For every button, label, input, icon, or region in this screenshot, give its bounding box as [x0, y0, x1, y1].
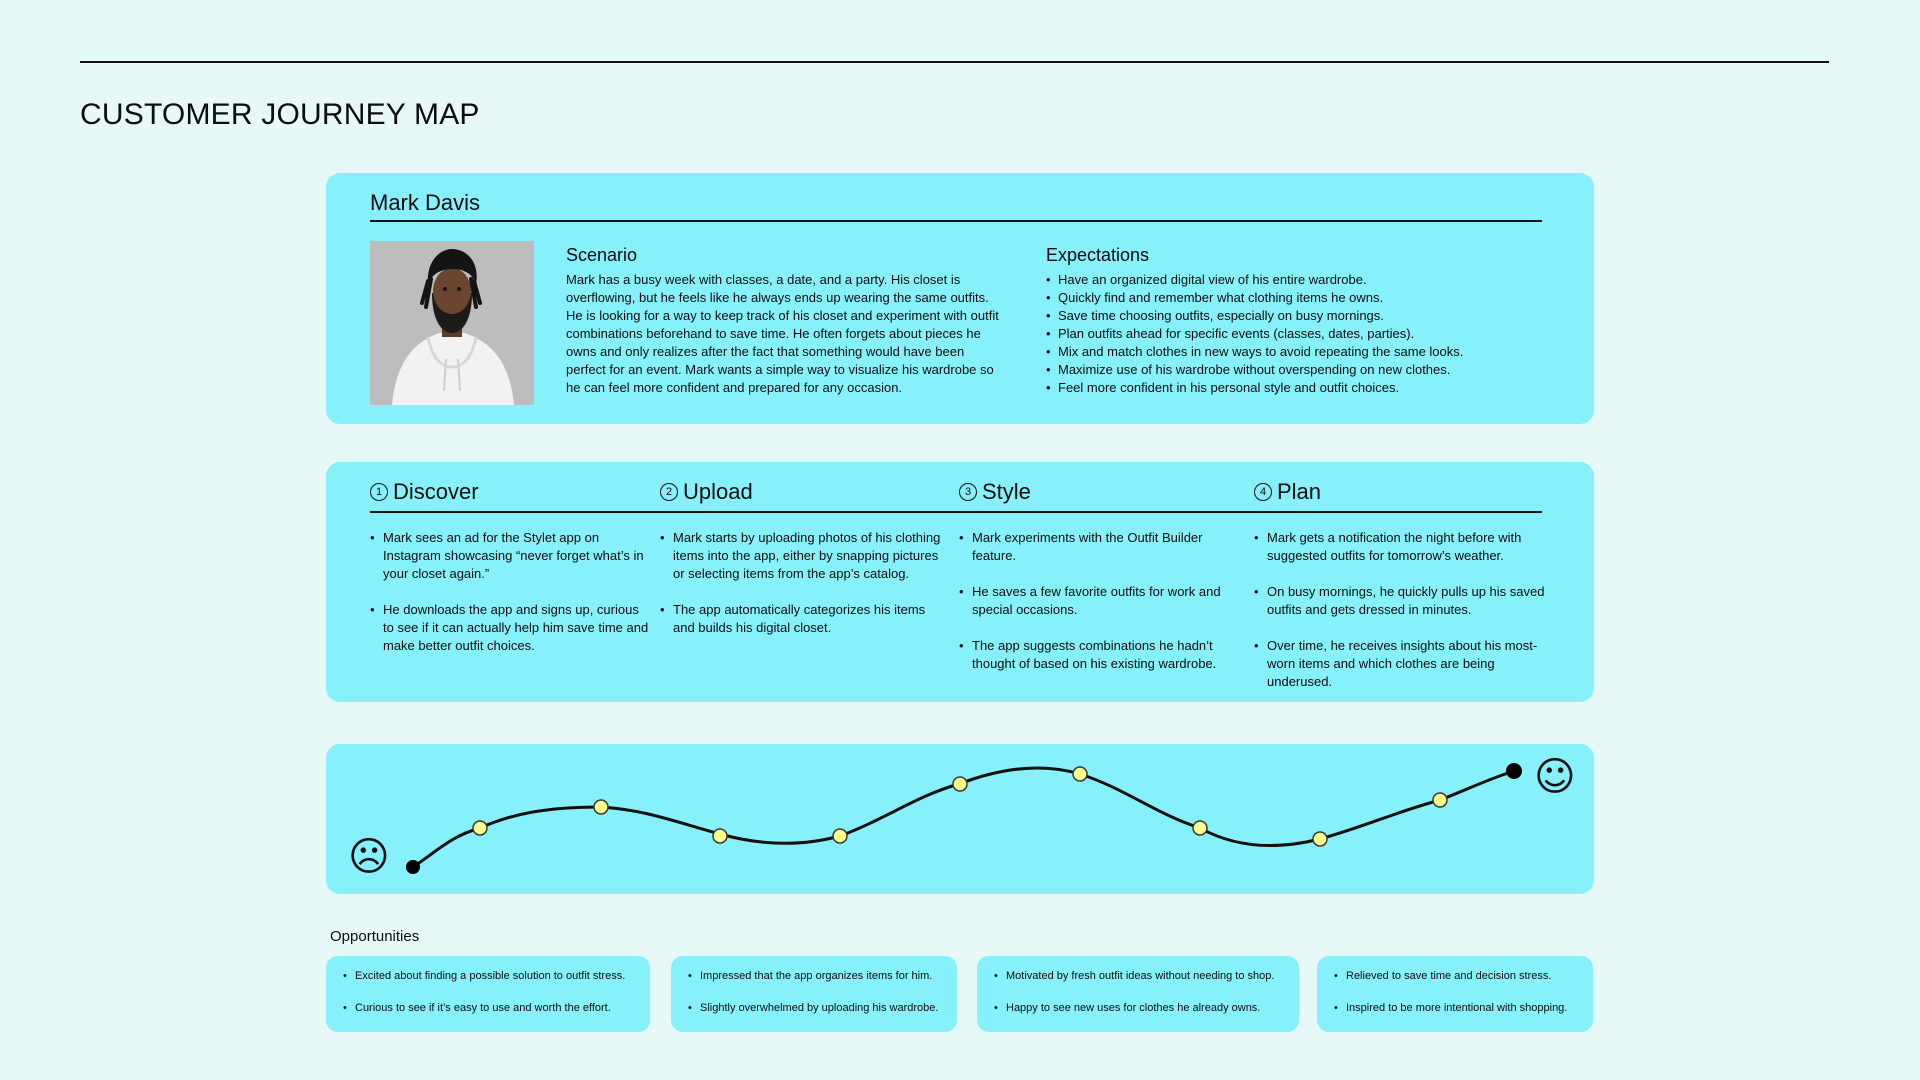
stage-number-badge: 1	[370, 483, 388, 501]
stage-upload	[660, 478, 950, 655]
curve-point	[953, 777, 967, 791]
expectation-item: • Have an organized digital view of his entire wardrobe.	[1046, 271, 1486, 289]
stage-title: Upload	[683, 479, 753, 504]
opportunity-item: • Happy to see new uses for clothes he already owns.	[994, 1001, 1299, 1015]
opportunity-card-upload	[671, 956, 957, 1032]
stage-item: • He saves a few favorite outfits for work and special occasions.	[959, 583, 1249, 619]
persona-name: Mark Davis	[370, 190, 481, 215]
curve-point	[1073, 767, 1087, 781]
stage-list	[959, 529, 1249, 673]
stage-item: • Mark gets a notification the night before with suggested outfits for tomorrow’s weather.	[1254, 529, 1554, 565]
stage-item: • Mark starts by uploading photos of his clothing items into the app, either by snapping pictures or selecting items from the app’s catalog.	[660, 529, 950, 583]
curve-point	[1433, 793, 1447, 807]
emotion-curve-card	[326, 744, 1594, 894]
emotion-curve-chart	[326, 744, 1594, 894]
stage-plan	[1254, 478, 1554, 709]
stage-title: Style	[982, 479, 1031, 504]
expectation-item: • Save time choosing outfits, especially on busy mornings.	[1046, 307, 1486, 325]
stage-style	[959, 478, 1249, 691]
page-title: CUSTOMER JOURNEY MAP	[80, 98, 480, 131]
stage-number-badge: 3	[959, 483, 977, 501]
happy-face-icon: ☺	[1534, 754, 1576, 800]
expectation-item: • Maximize use of his wardrobe without overspending on new clothes.	[1046, 361, 1486, 379]
stage-item: • Mark sees an ad for the Stylet app on Instagram showcasing “never forget what’s in your closet again.”	[370, 529, 650, 583]
opportunity-item: • Relieved to save time and decision stress.	[1334, 969, 1593, 983]
curve-point	[594, 800, 608, 814]
stage-title: Discover	[393, 479, 479, 504]
avatar	[370, 241, 534, 405]
stage-number-badge: 4	[1254, 483, 1272, 501]
opportunity-item: • Curious to see if it’s easy to use and worth the effort.	[343, 1001, 650, 1015]
stage-item: • Mark experiments with the Outfit Builder feature.	[959, 529, 1249, 565]
sad-face-icon: ☹	[348, 834, 390, 880]
expectation-item: • Quickly find and remember what clothing items he owns.	[1046, 289, 1486, 307]
opportunities-label: Opportunities	[330, 928, 420, 945]
opportunity-item: • Motivated by fresh outfit ideas without needing to shop.	[994, 969, 1299, 983]
curve-start-point	[406, 860, 420, 874]
scenario-title: Scenario	[566, 245, 638, 265]
stage-item: • The app suggests combinations he hadn’t thought of based on his existing wardrobe.	[959, 637, 1249, 673]
opportunity-item: • Impressed that the app organizes items for him.	[688, 969, 957, 983]
stage-item: • The app automatically categorizes his items and builds his digital closet.	[660, 601, 950, 637]
opportunity-card-style	[977, 956, 1299, 1032]
top-divider	[80, 61, 1829, 63]
stage-list	[660, 529, 950, 637]
curve-point	[1313, 832, 1327, 846]
scenario-text: Mark has a busy week with classes, a date, and a party. His closet is overflowing, but he feels like he always ends up wearing the same outfits. He is looking for a way to keep track of his closet and experiment with outfit combinations beforehand to save time. He often forgets about pieces he owns and only realizes after the fact that something would have been perfect for an event. Mark wants a simple way to visualize his wardrobe so he can feel more confident and prepared for any occasion.	[566, 272, 999, 395]
persona-card	[326, 173, 1594, 424]
stage-list	[1254, 529, 1554, 691]
expectation-item: • Feel more confident in his personal style and outfit choices.	[1046, 379, 1486, 397]
opportunity-item: • Slightly overwhelmed by uploading his wardrobe.	[688, 1001, 957, 1015]
expectation-item: • Plan outfits ahead for specific events (classes, dates, parties).	[1046, 325, 1486, 343]
stage-list	[370, 529, 650, 655]
expectations-list	[1046, 271, 1486, 397]
stages-card	[326, 462, 1594, 702]
opportunity-item: • Excited about finding a possible solution to outfit stress.	[343, 969, 650, 983]
stage-item: • He downloads the app and signs up, curious to see if it can actually help him save time and make better outfit choices.	[370, 601, 650, 655]
curve-point	[833, 829, 847, 843]
stage-number-badge: 2	[660, 483, 678, 501]
avatar-portrait-image	[370, 241, 534, 405]
expectation-item: • Mix and match clothes in new ways to avoid repeating the same looks.	[1046, 343, 1486, 361]
curve-point	[473, 821, 487, 835]
expectations-title: Expectations	[1046, 245, 1150, 265]
stage-title: Plan	[1277, 479, 1322, 504]
stage-item: • Over time, he receives insights about his most-worn items and which clothes are being underused.	[1254, 637, 1554, 691]
opportunity-card-discover	[326, 956, 650, 1032]
stage-item: • On busy mornings, he quickly pulls up his saved outfits and gets dressed in minutes.	[1254, 583, 1554, 619]
opportunity-card-plan	[1317, 956, 1593, 1032]
curve-point	[1193, 821, 1207, 835]
stage-discover	[370, 478, 650, 673]
curve-point	[713, 829, 727, 843]
opportunity-item: • Inspired to be more intentional with shopping.	[1334, 1001, 1593, 1015]
persona-divider	[370, 220, 1542, 222]
curve-end-point	[1506, 763, 1522, 779]
